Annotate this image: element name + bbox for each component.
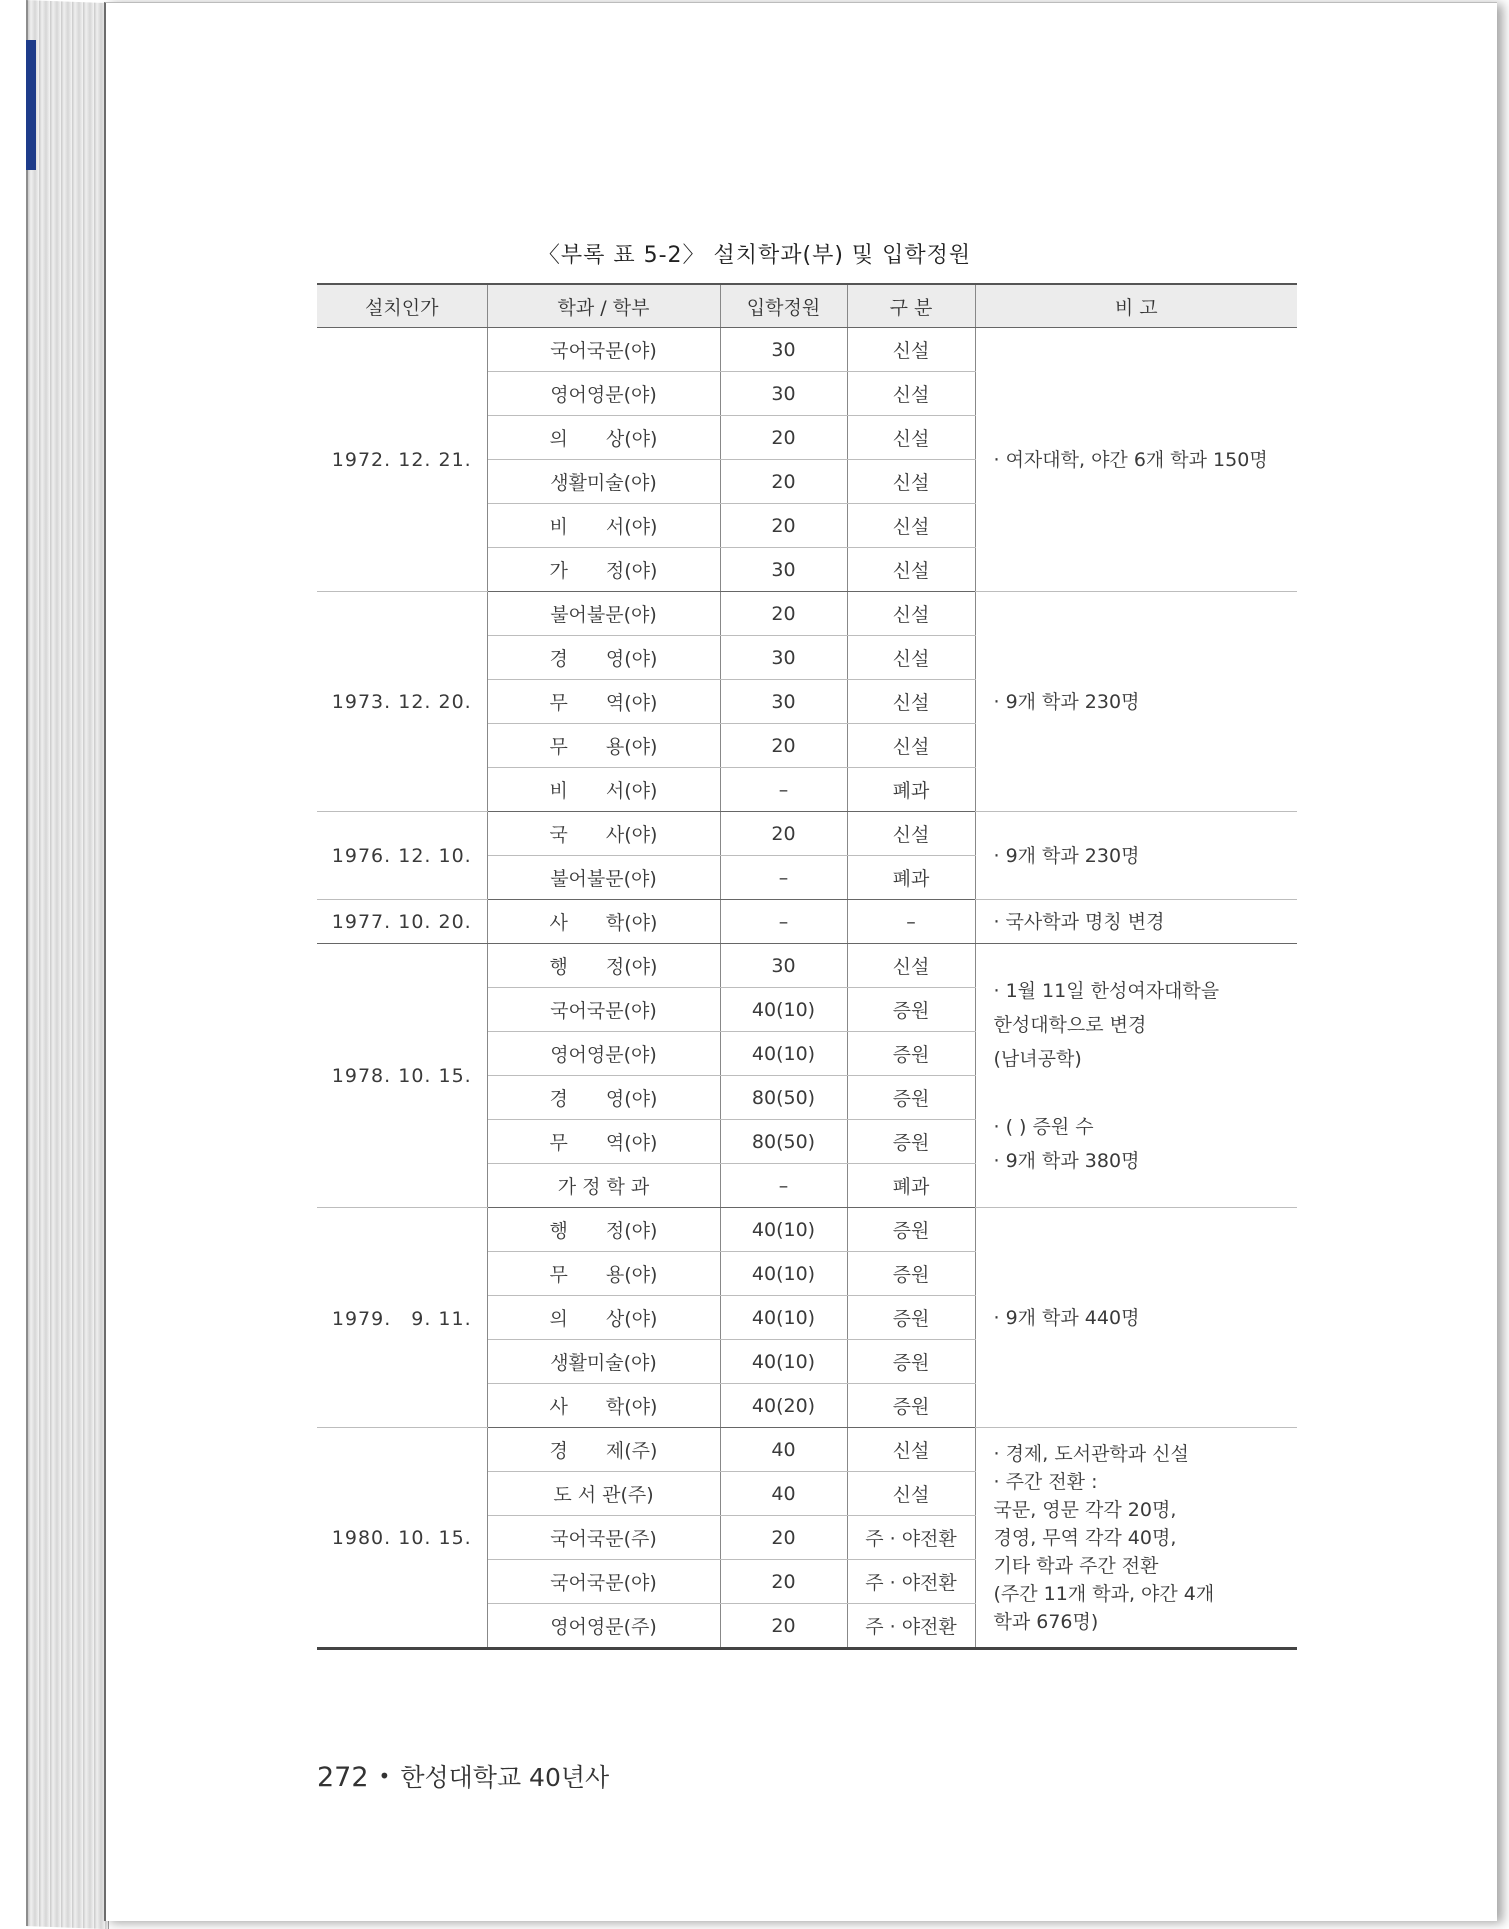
- remarks-cell: · 9개 학과 230명: [975, 592, 1297, 812]
- quota-cell: 40(10): [720, 988, 847, 1032]
- department-cell: 행 정(야): [487, 1208, 720, 1252]
- table-row: [317, 1428, 1297, 1472]
- quota-cell: 40: [720, 1472, 847, 1516]
- department-cell: 국어국문(야): [487, 1560, 720, 1604]
- quota-cell: 40(20): [720, 1384, 847, 1428]
- category-cell: 신설: [847, 812, 975, 856]
- department-cell: 무 역(야): [487, 680, 720, 724]
- category-cell: 신설: [847, 636, 975, 680]
- department-cell: 경 제(주): [487, 1428, 720, 1472]
- quota-cell: –: [720, 900, 847, 944]
- department-cell: 국 사(야): [487, 812, 720, 856]
- department-cell: 비 서(야): [487, 504, 720, 548]
- footer-separator: •: [378, 1764, 391, 1788]
- table-row: [317, 1208, 1297, 1252]
- category-cell: 신설: [847, 548, 975, 592]
- department-cell: 경 영(야): [487, 1076, 720, 1120]
- department-cell: 가 정 학 과: [487, 1164, 720, 1208]
- department-cell: 생활미술(야): [487, 1340, 720, 1384]
- category-cell: 증원: [847, 1032, 975, 1076]
- header-department: 학과 / 학부: [487, 284, 720, 328]
- quota-cell: 30: [720, 328, 847, 372]
- approval-date-cell: 1979. 9. 11.: [317, 1208, 487, 1428]
- quota-cell: 40(10): [720, 1296, 847, 1340]
- approval-date-cell: 1973. 12. 20.: [317, 592, 487, 812]
- remarks-cell: · 여자대학, 야간 6개 학과 150명: [975, 328, 1297, 592]
- quota-cell: 40(10): [720, 1252, 847, 1296]
- category-cell: 증원: [847, 988, 975, 1032]
- category-cell: 증원: [847, 1340, 975, 1384]
- quota-cell: 20: [720, 1516, 847, 1560]
- quota-cell: 40(10): [720, 1208, 847, 1252]
- department-cell: 행 정(야): [487, 944, 720, 988]
- category-cell: 신설: [847, 680, 975, 724]
- department-cell: 국어국문(주): [487, 1516, 720, 1560]
- quota-cell: 20: [720, 724, 847, 768]
- department-cell: 무 용(야): [487, 724, 720, 768]
- category-cell: 증원: [847, 1296, 975, 1340]
- department-cell: 영어영문(야): [487, 1032, 720, 1076]
- category-cell: 증원: [847, 1208, 975, 1252]
- approval-date-cell: 1977. 10. 20.: [317, 900, 487, 944]
- category-cell: 증원: [847, 1252, 975, 1296]
- department-cell: 불어불문(야): [487, 856, 720, 900]
- category-cell: 신설: [847, 416, 975, 460]
- department-cell: 영어영문(야): [487, 372, 720, 416]
- quota-cell: 30: [720, 372, 847, 416]
- spine-color-mark: [26, 40, 36, 170]
- remarks-cell: · 9개 학과 230명: [975, 812, 1297, 900]
- table-row: [317, 900, 1297, 944]
- category-cell: 폐과: [847, 1164, 975, 1208]
- category-cell: 신설: [847, 460, 975, 504]
- quota-cell: 20: [720, 416, 847, 460]
- quota-cell: 40(10): [720, 1032, 847, 1076]
- category-cell: 폐과: [847, 768, 975, 812]
- category-cell: 주 · 야전환: [847, 1516, 975, 1560]
- department-cell: 사 학(야): [487, 1384, 720, 1428]
- category-cell: 주 · 야전환: [847, 1560, 975, 1604]
- table-row: [317, 328, 1297, 372]
- department-cell: 가 정(야): [487, 548, 720, 592]
- quota-cell: 30: [720, 548, 847, 592]
- department-cell: 무 역(야): [487, 1120, 720, 1164]
- quota-cell: –: [720, 1164, 847, 1208]
- department-cell: 무 용(야): [487, 1252, 720, 1296]
- table-row: [317, 812, 1297, 856]
- department-cell: 사 학(야): [487, 900, 720, 944]
- page-number: 272: [317, 1762, 369, 1793]
- approval-date-cell: 1980. 10. 15.: [317, 1428, 487, 1649]
- category-cell: 폐과: [847, 856, 975, 900]
- category-cell: 증원: [847, 1076, 975, 1120]
- table-row: [317, 944, 1297, 988]
- remarks-cell: · 경제, 도서관학과 신설 · 주간 전환 : 국문, 영문 각각 20명, 경영, 무역 각각 40명, 기타 학과 주간 전환 (주간 11개 학과, 야간 4개 학과 676명): [975, 1428, 1297, 1649]
- quota-cell: 20: [720, 1560, 847, 1604]
- header-quota: 입학정원: [720, 284, 847, 328]
- department-cell: 생활미술(야): [487, 460, 720, 504]
- approval-date-cell: 1976. 12. 10.: [317, 812, 487, 900]
- category-cell: 신설: [847, 1428, 975, 1472]
- quota-cell: 80(50): [720, 1076, 847, 1120]
- book-spine-edge: [26, 0, 109, 1929]
- category-cell: 신설: [847, 328, 975, 372]
- header-remarks: 비 고: [975, 284, 1297, 328]
- remarks-cell: · 1월 11일 한성여자대학을 한성대학으로 변경 (남녀공학) · ( ) 증원 수 · 9개 학과 380명: [975, 944, 1297, 1208]
- department-cell: 국어국문(야): [487, 328, 720, 372]
- department-cell: 비 서(야): [487, 768, 720, 812]
- quota-cell: 30: [720, 680, 847, 724]
- approval-date-cell: 1972. 12. 21.: [317, 328, 487, 592]
- department-cell: 의 상(야): [487, 416, 720, 460]
- admission-quota-table: [317, 283, 1297, 1650]
- header-category: 구 분: [847, 284, 975, 328]
- category-cell: 신설: [847, 504, 975, 548]
- category-cell: 신설: [847, 592, 975, 636]
- department-cell: 불어불문(야): [487, 592, 720, 636]
- category-cell: 신설: [847, 1472, 975, 1516]
- quota-cell: 20: [720, 460, 847, 504]
- quota-cell: 20: [720, 504, 847, 548]
- table-caption: 〈부록 표 5-2〉 설치학과(부) 및 입학정원: [537, 243, 972, 268]
- table-row: [317, 592, 1297, 636]
- category-cell: 주 · 야전환: [847, 1604, 975, 1649]
- category-cell: 신설: [847, 944, 975, 988]
- remarks-cell: · 국사학과 명칭 변경: [975, 900, 1297, 944]
- approval-date-cell: 1978. 10. 15.: [317, 944, 487, 1208]
- quota-cell: –: [720, 856, 847, 900]
- page-footer: [317, 1758, 609, 1794]
- department-cell: 국어국문(야): [487, 988, 720, 1032]
- department-cell: 의 상(야): [487, 1296, 720, 1340]
- category-cell: 증원: [847, 1120, 975, 1164]
- quota-cell: 30: [720, 636, 847, 680]
- quota-cell: 40(10): [720, 1340, 847, 1384]
- category-cell: 신설: [847, 372, 975, 416]
- remarks-cell: · 9개 학과 440명: [975, 1208, 1297, 1428]
- quota-cell: 80(50): [720, 1120, 847, 1164]
- table-body: [317, 328, 1297, 1649]
- department-cell: 도 서 관(주): [487, 1472, 720, 1516]
- book-title: 한성대학교 40년사: [400, 1763, 610, 1792]
- quota-cell: 20: [720, 592, 847, 636]
- quota-cell: 40: [720, 1428, 847, 1472]
- quota-cell: 20: [720, 812, 847, 856]
- header-approval-date: 설치인가: [317, 284, 487, 328]
- quota-cell: –: [720, 768, 847, 812]
- category-cell: –: [847, 900, 975, 944]
- table-header-row: [317, 284, 1297, 328]
- department-cell: 영어영문(주): [487, 1604, 720, 1649]
- category-cell: 증원: [847, 1384, 975, 1428]
- quota-cell: 20: [720, 1604, 847, 1649]
- category-cell: 신설: [847, 724, 975, 768]
- quota-cell: 30: [720, 944, 847, 988]
- department-cell: 경 영(야): [487, 636, 720, 680]
